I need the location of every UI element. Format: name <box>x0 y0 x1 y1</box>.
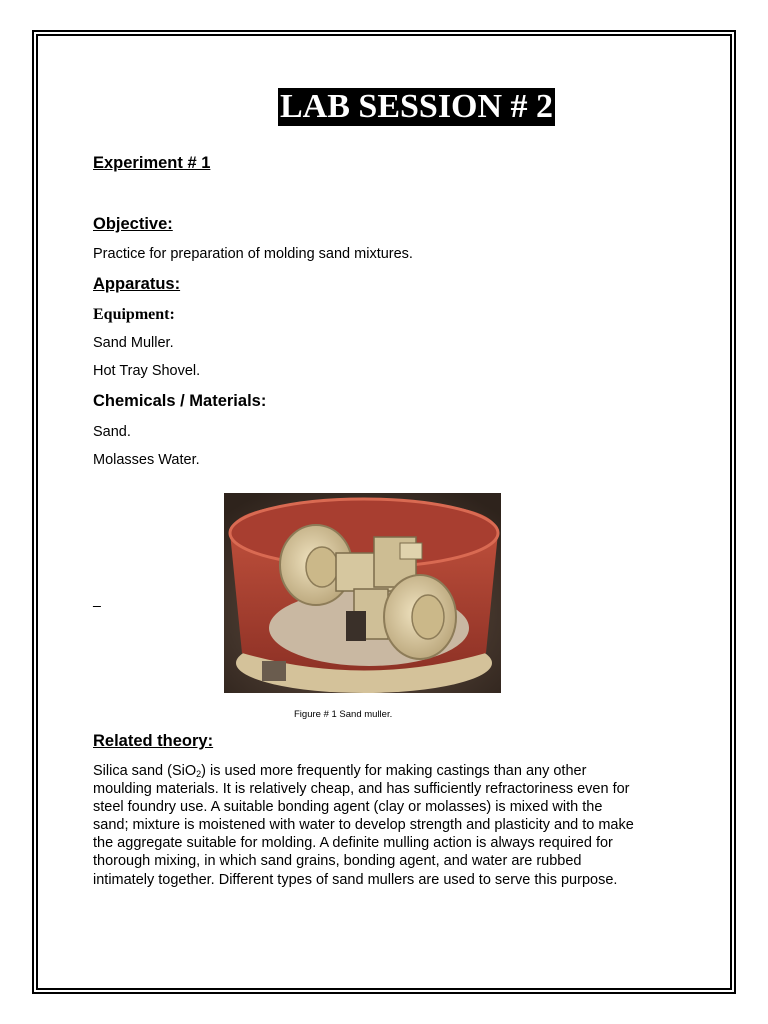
theory-paragraph <box>93 762 683 889</box>
theory-heading: Related theory: <box>93 732 214 750</box>
chemicals-heading: Chemicals / Materials: <box>93 392 267 410</box>
chemical-item: Sand. <box>93 424 131 440</box>
theory-line: moulding materials. It is relatively cheap, and has sufficiently refractoriness even for <box>93 781 630 798</box>
equipment-heading: Equipment: <box>93 306 175 323</box>
experiment-heading: Experiment # 1 <box>93 154 211 172</box>
apparatus-heading: Apparatus: <box>93 275 181 293</box>
theory-line: sand; mixture is moistened with water to develop strength and plasticity and to make <box>93 817 634 834</box>
page-title: LAB SESSION # 2 <box>280 88 554 125</box>
theory-line: Silica sand (SiO$_2$) is used more frequently for making castings than any other <box>93 763 587 779</box>
theory-line: thorough mixing, in which sand grains, bonding agent, and water are rubbed <box>93 853 582 870</box>
theory-line: intimately together. Different types of sand mullers are used to serve this purpose. <box>93 871 618 888</box>
chemical-item: Molasses Water. <box>93 452 200 468</box>
equipment-item: Hot Tray Shovel. <box>93 363 201 379</box>
dash-mark: _ <box>93 592 101 608</box>
equipment-item: Sand Muller. <box>93 335 174 351</box>
theory-line: the aggregate suitable for molding. A definite mulling action is always required for <box>93 835 613 852</box>
objective-heading: Objective: <box>93 215 173 233</box>
figure-caption: Figure # 1 Sand muller. <box>294 709 393 720</box>
objective-text: Practice for preparation of molding sand mixtures. <box>93 246 413 262</box>
theory-line: steel foundry use. A suitable bonding agent (clay or molasses) is mixed with the <box>93 799 603 816</box>
sand-muller-photo <box>224 493 501 693</box>
sand-muller-illustration <box>224 493 501 693</box>
